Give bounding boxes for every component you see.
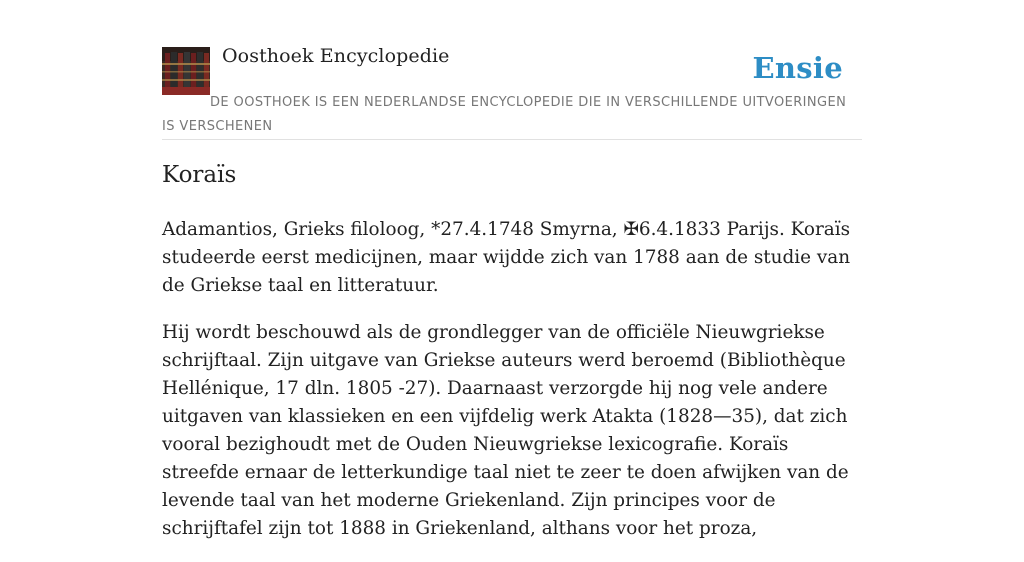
- content-container: [162, 0, 862, 539]
- ensie-logo[interactable]: Ensie: [752, 51, 843, 85]
- article-title: Koraïs: [162, 162, 237, 188]
- article-body: [162, 216, 864, 562]
- article-paragraph: Adamantios, Grieks filoloog, *27.4.1748 Smyrna, ✠6.4.1833 Parijs. Koraïs studeerde eerst medicijnen, maar wijdde zich van 1788 aan de studie van de Griekse taal en litteratuur.: [162, 219, 851, 296]
- site-header: [162, 0, 862, 140]
- site-tagline: DE OOSTHOEK IS EEN NEDERLANDSE ENCYCLOPEDIE DIE IN VERSCHILLENDE UITVOERINGEN IS VERSCHENEN: [162, 95, 847, 134]
- site-title-link[interactable]: Oosthoek Encyclopedie: [222, 45, 450, 67]
- bookshelf-avatar-image: [162, 47, 210, 95]
- site-avatar[interactable]: [162, 47, 210, 95]
- article-paragraph: Hij wordt beschouwd als de grondlegger van de officiële Nieuwgriekse schrijftaal. Zijn uitgave van Griekse auteurs werd beroemd (Bibliothèque Hellénique, 17 dln. 1805 -27). Daarnaast verzorgde hij nog vele andere uitgaven van klassieken en een vijfdelig werk Atakta (1828—35), dat zich vooral bezighoudt met de Ouden Nieuwgriekse lexicografie. Koraïs streefde ernaar de letterkundige taal niet te zeer te doen afwijken van de levende taal van het moderne Griekenland. Zijn principes voor de schrijftafel zijn tot 1888 in Griekenland, althans voor het proza,: [162, 322, 849, 539]
